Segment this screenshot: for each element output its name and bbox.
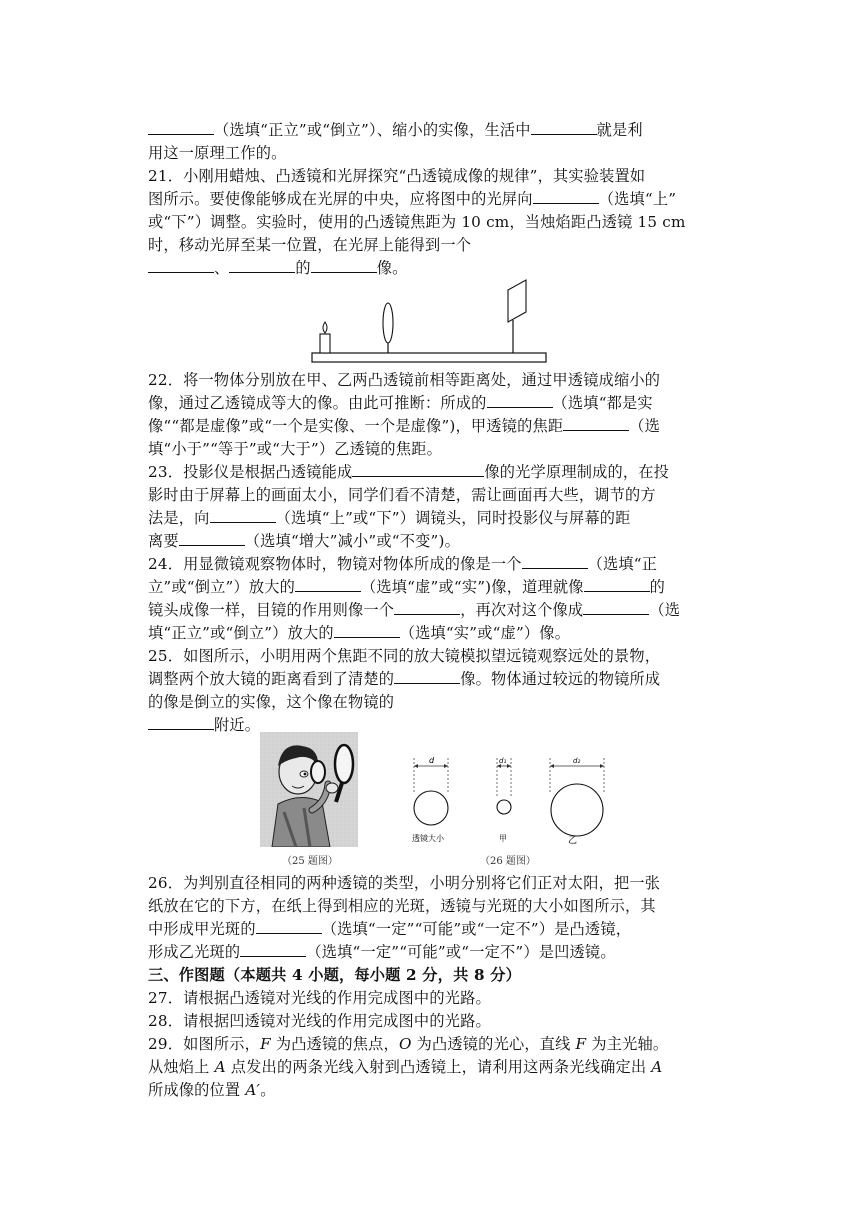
optical-bench-figure xyxy=(310,278,550,368)
answer-blank[interactable] xyxy=(311,258,377,273)
caption-fig26: （26 题图） xyxy=(480,856,536,867)
q24-line3: 镜头成像一样，目镜的作用则像一个 ，再次对这个像成 （选 xyxy=(148,601,681,619)
answer-blank[interactable] xyxy=(148,715,214,730)
q29-line3: 所成像的位置 A′。 xyxy=(148,1081,276,1099)
answer-blank[interactable] xyxy=(584,577,650,592)
lens-circle xyxy=(414,791,448,825)
q22-line2: 像，通过乙透镜成等大的像。由此可推断：所成的 （选填“都是实 xyxy=(148,394,653,412)
q23-line4: 离要 （选填“增大”减小”或“不变”)。 xyxy=(148,532,460,550)
q25-line3: 的像是倒立的实像，这个像在物镜的 xyxy=(148,693,395,711)
answer-blank[interactable] xyxy=(256,919,322,934)
q24-line1: 24．用显微镜观察物体时，物镜对物体所成的像是一个 （选填“正 xyxy=(148,555,658,573)
q22-line3: 像““都是虚像”或“一个是实像、一个是虚像”)，甲透镜的焦距 （选 xyxy=(148,417,661,435)
q21-line5: 、 的 像。 xyxy=(148,257,712,280)
candle-flame xyxy=(323,322,327,333)
answer-blank[interactable] xyxy=(295,577,361,592)
answer-blank[interactable] xyxy=(394,669,460,684)
spot-jia xyxy=(497,800,511,814)
label-lens-size: 透镜大小 xyxy=(412,834,444,843)
q21-line3: 或“下”）调整。实验时，使用的凸透镜焦距为 10 cm，当烛焰距凸透镜 15 cm xyxy=(148,213,686,231)
answer-blank[interactable] xyxy=(179,531,245,546)
spot-yi xyxy=(551,784,603,836)
q21-line2: 图所示。要使像能够成在光屏的中央，应将图中的光屏向 （选填“上” xyxy=(148,190,677,208)
answer-blank[interactable] xyxy=(334,623,400,638)
q26-line2: 纸放在它的下方，在纸上得到相应的光斑，透镜与光斑的大小如图所示，其 xyxy=(148,897,656,915)
lens-spot-figure xyxy=(400,748,630,848)
candle xyxy=(320,334,330,353)
light-screen xyxy=(508,280,526,322)
q27-text: 27．请根据凸透镜对光线的作用完成图中的光路。 xyxy=(148,989,491,1007)
answer-blank[interactable] xyxy=(240,942,306,957)
q26-line4: 形成乙光斑的 （选填“一定”“可能”或“一定不”）是凹透镜。 xyxy=(148,943,616,961)
q21-line4: 时，移动光屏至某一位置，在光屏上能得到一个 xyxy=(148,236,472,254)
caption-fig25: （25 题图） xyxy=(282,856,338,867)
q22-line4: 填“小于”“等于”或“大于”）乙透镜的焦距。 xyxy=(148,440,442,458)
answer-blank[interactable] xyxy=(148,258,214,273)
answer-blank[interactable] xyxy=(352,462,484,477)
answer-blank[interactable] xyxy=(563,416,629,431)
bench-rail xyxy=(312,353,546,362)
answer-blank[interactable] xyxy=(487,393,553,408)
boy-with-magnifiers-illustration xyxy=(260,732,358,847)
q25-line4: 附近。 xyxy=(148,714,712,737)
q25-line1: 25．如图所示，小明用两个焦距不同的放大镜模拟望远镜观察远处的景物， xyxy=(148,647,661,665)
answer-blank[interactable] xyxy=(533,189,599,204)
answer-blank[interactable] xyxy=(229,258,295,273)
q20-line1: （选填“正立”或“倒立”）、缩小的实像，生活中 就是利 xyxy=(148,119,712,142)
answer-blank[interactable] xyxy=(148,120,214,135)
label-jia: 甲 xyxy=(499,834,507,843)
label-d: d xyxy=(429,756,435,765)
label-d1: d₁ xyxy=(499,757,507,765)
label-d2: d₂ xyxy=(573,757,581,765)
q25-line2: 调整两个放大镜的距离看到了清楚的 像。物体通过较远的物镜所成 xyxy=(148,670,661,688)
q23-line3: 法是，向 （选填“上”或“下”）调镜头，同时投影仪与屏幕的距 xyxy=(148,509,631,527)
q22-line1: 22．将一物体分别放在甲、乙两凸透镜前相等距离处，通过甲透镜成缩小的 xyxy=(148,371,661,389)
answer-blank[interactable] xyxy=(583,600,649,615)
q20-line2: 用这一原理工作的。 xyxy=(148,144,287,162)
label-yi: 乙 xyxy=(568,836,578,846)
q24-line2: 立”或“倒立”）放大的 （选填“虚”或“实”)像，道理就像 的 xyxy=(148,578,666,596)
section3-heading: 三、作图题（本题共 4 小题，每小题 2 分，共 8 分） xyxy=(148,966,521,984)
q24-line4: 填“正立”或“倒立”）放大的 （选填“实”或“虚”）像。 xyxy=(148,624,571,642)
q28-text: 28．请根据凹透镜对光线的作用完成图中的光路。 xyxy=(148,1012,491,1030)
q29-line2: 从烛焰上 A 点发出的两条光线入射到凸透镜上，请利用这两条光线确定出 A xyxy=(148,1058,663,1076)
q21-line1: 21．小刚用蜡烛、凸透镜和光屏探究“凸透镜成像的规律”，其实验装置如 xyxy=(148,167,646,185)
q26-line3: 中形成甲光斑的 （选填“一定”“可能”或“一定不”）是凸透镜， xyxy=(148,920,632,938)
q23-line1: 23．投影仪是根据凸透镜能成 像的光学原理制成的，在投 xyxy=(148,463,670,481)
answer-blank[interactable] xyxy=(522,554,588,569)
convex-lens xyxy=(383,303,393,343)
answer-blank[interactable] xyxy=(531,120,597,135)
q26-line1: 26．为判别直径相同的两种透镜的类型，小明分别将它们正对太阳，把一张 xyxy=(148,874,661,892)
answer-blank[interactable] xyxy=(210,508,276,523)
q23-line2: 影时由于屏幕上的画面太小，同学们看不清楚，需让画面再大些，调节的方 xyxy=(148,486,656,504)
answer-blank[interactable] xyxy=(394,600,460,615)
q29-line1: 29．如图所示，F 为凸透镜的焦点，O 为凸透镜的光心，直线 F 为主光轴。 xyxy=(148,1035,669,1053)
